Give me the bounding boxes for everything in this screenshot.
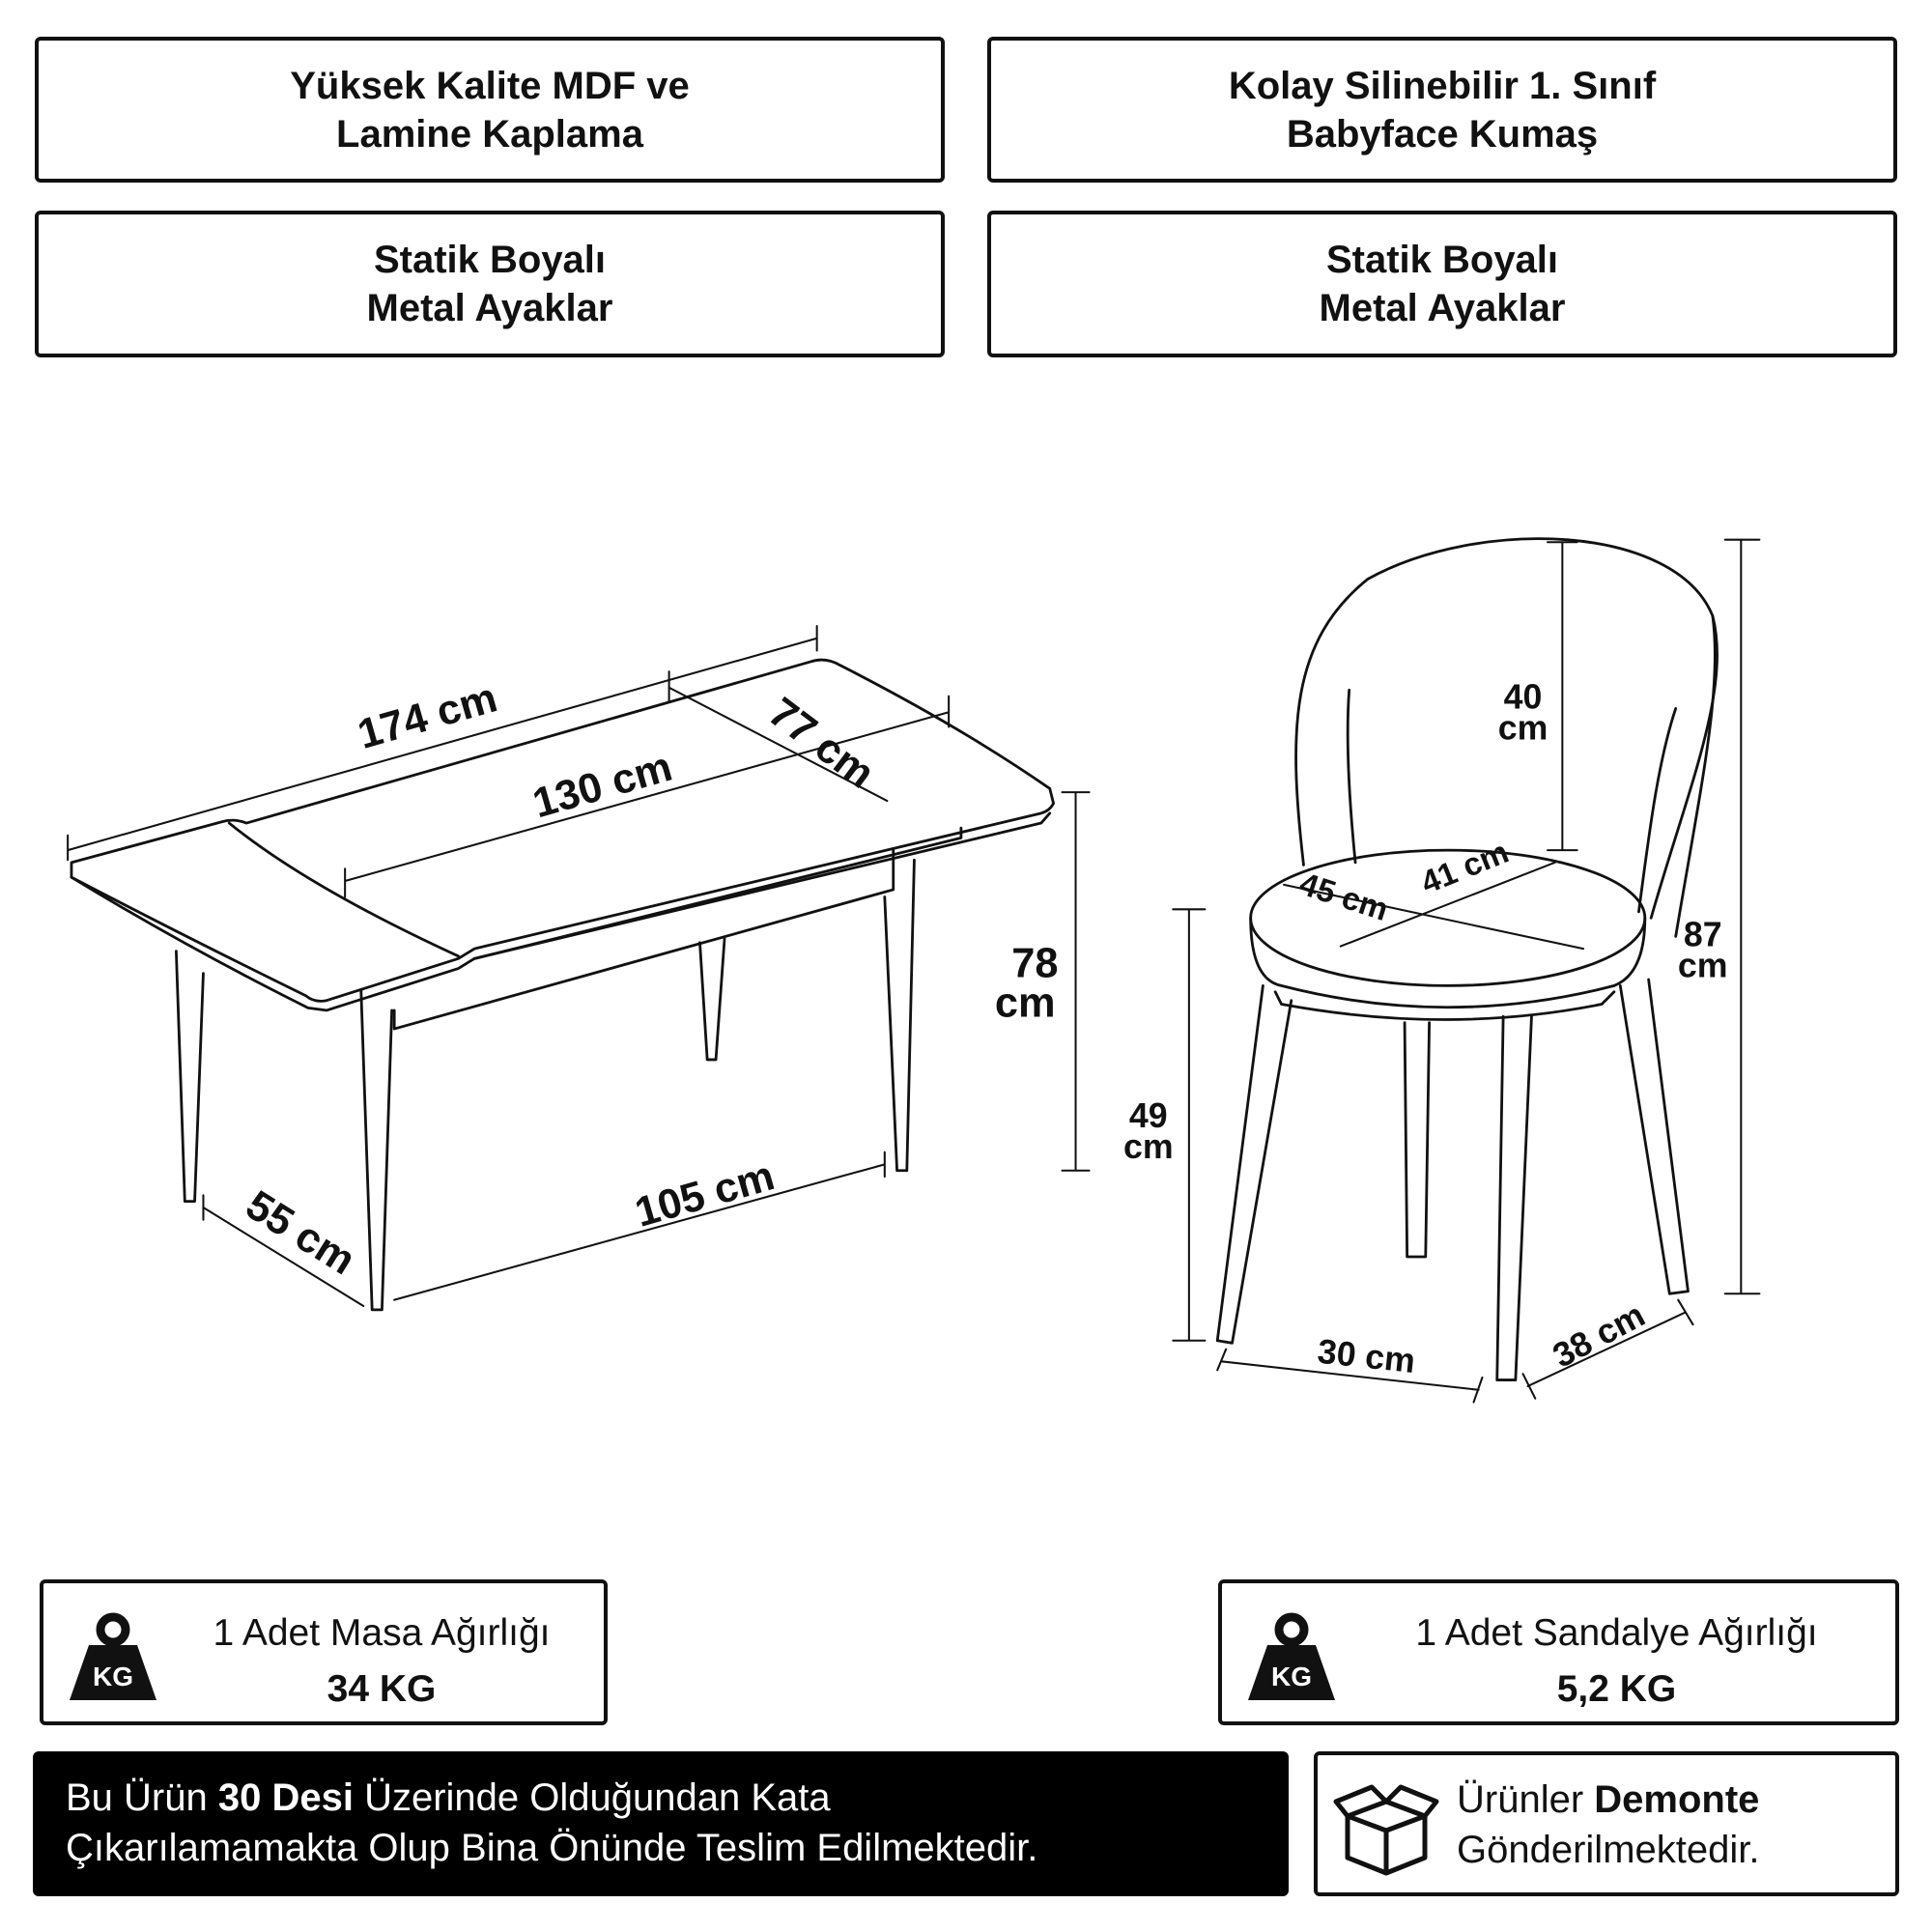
dim-87-unit: cm xyxy=(1677,946,1728,985)
chair-leg xyxy=(1405,1023,1430,1257)
dim-40-value: 40 xyxy=(1503,677,1543,717)
table-drawing xyxy=(68,626,1089,1310)
chair-seat-base xyxy=(1251,918,1645,1019)
feature-line: Statik Boyalı xyxy=(373,239,607,281)
assembly-note-text: Ürünler Demonte Gönderilmektedir. xyxy=(1457,1778,1760,1871)
feature-line: Metal Ayaklar xyxy=(1319,287,1566,329)
chair-leg xyxy=(1620,980,1688,1293)
chair-weight-value: 5,2 KG xyxy=(1556,1668,1677,1710)
table-weight-value: 34 KG xyxy=(327,1668,437,1710)
dim-77: 77 cm xyxy=(759,689,883,798)
dim-40-unit: cm xyxy=(1497,708,1548,748)
feature-line: Babyface Kumaş xyxy=(1286,112,1599,156)
table-apron xyxy=(394,828,961,1029)
dim-41: 41 cm xyxy=(1415,834,1514,902)
dim-130: 130 cm xyxy=(527,743,677,828)
dim-30: 30 cm xyxy=(1316,1331,1417,1381)
table-weight-box xyxy=(40,1579,608,1725)
chair-drawing xyxy=(1173,539,1759,1403)
table-leg xyxy=(885,860,915,1170)
feature-line: Statik Boyalı xyxy=(1325,239,1559,281)
dim-49-unit: cm xyxy=(1122,1126,1174,1166)
svg-text:KG: KG xyxy=(93,1662,133,1691)
table-top-edge xyxy=(71,813,1050,1010)
dim-105: 105 cm xyxy=(630,1152,780,1236)
dim-55: 55 cm xyxy=(238,1181,363,1285)
feature-line: Metal Ayaklar xyxy=(366,287,613,329)
kg-weight-icon xyxy=(1243,1608,1340,1705)
feature-line: Yüksek Kalite MDF ve xyxy=(290,64,690,107)
feature-line: Lamine Kaplama xyxy=(336,112,643,156)
dim-87-value: 87 xyxy=(1683,915,1722,954)
table-extension-seam xyxy=(229,823,458,956)
delivery-note-line1: Bu Ürün 30 Desi Üzerinde Olduğundan Kata xyxy=(66,1776,831,1819)
assembly-note-box xyxy=(1314,1751,1899,1896)
dim-174: 174 cm xyxy=(353,674,502,758)
dim-49-value: 49 xyxy=(1128,1096,1168,1136)
kg-weight-icon xyxy=(65,1608,161,1705)
delivery-note-banner xyxy=(33,1751,1289,1896)
chair-leg xyxy=(1497,1016,1532,1379)
table-leg xyxy=(699,939,724,1060)
svg-text:KG: KG xyxy=(1271,1662,1312,1691)
dim-38: 38 cm xyxy=(1546,1294,1652,1376)
chair-weight-label: 1 Adet Sandalye Ağırlığı xyxy=(1415,1612,1818,1654)
chair-leg xyxy=(1217,985,1292,1343)
table-leg xyxy=(361,989,392,1310)
table-weight-label: 1 Adet Masa Ağırlığı xyxy=(213,1612,551,1654)
delivery-note-line2: Çıkarılamamakta Olup Bina Önünde Teslim Edilmektedir. xyxy=(66,1827,1038,1869)
table-leg xyxy=(176,952,203,1202)
open-box-icon xyxy=(1333,1773,1439,1879)
feature-line: Kolay Silinebilir 1. Sınıf xyxy=(1228,64,1657,107)
chair-weight-box xyxy=(1218,1579,1899,1725)
dim-78-value: 78 xyxy=(1011,940,1059,987)
dim-78-unit: cm xyxy=(994,980,1056,1027)
dim-45: 45 cm xyxy=(1294,866,1393,928)
